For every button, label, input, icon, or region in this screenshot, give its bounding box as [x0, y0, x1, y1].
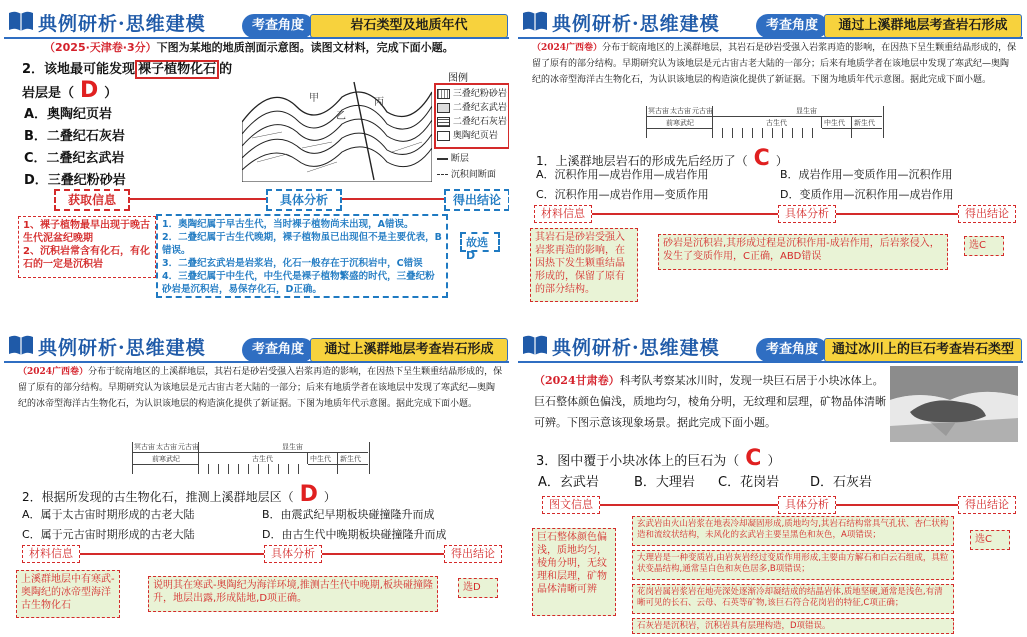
option-a[interactable]: A．奥陶纪页岩	[24, 107, 113, 122]
timeline-label: 古生代	[766, 119, 787, 127]
analysis-box: 1．奥陶纪属于早古生代，当时裸子植物尚未出现，A错误。 2．二叠纪属于古生代晚期，裸子植物虽已出现但不是主要优表，B错误。 3．二叠纪玄武岩是岩浆岩，化石一般存在于沉积岩中，C错误 4．三叠纪属于中生代，中生代是裸子植物繁盛的时代，三叠纪粉砂岩是沉积岩，易保存化石，D正确。	[156, 214, 448, 298]
step-label-info: 材料信息	[534, 205, 592, 223]
question-stem: 2．根据所发现的古生物化石，推测上溪群地层区（ D ）	[22, 482, 336, 507]
option-a[interactable]: A．沉积作用—成岩作用—成岩作用	[536, 168, 709, 181]
tag-badge: 考查角度	[242, 338, 314, 362]
conclusion-box: 故选D	[460, 232, 500, 252]
legend	[434, 69, 508, 187]
header-divider	[518, 361, 1023, 363]
book-logo-icon	[8, 334, 34, 356]
option-b[interactable]: B．二叠纪石灰岩	[24, 129, 125, 144]
timeline-chart	[132, 442, 368, 474]
answer-mark: D	[299, 482, 318, 507]
legend-item: 沉积间断面	[437, 167, 496, 180]
option-b[interactable]: B．由震武纪早期板块碰撞隆升而成	[262, 508, 435, 521]
option-c[interactable]: C．二叠纪玄武岩	[24, 151, 125, 166]
timeline-label: 冥古宙	[648, 107, 669, 115]
option-d[interactable]: D．由古生代中晚期板块碰撞隆升而成	[262, 528, 447, 541]
brand-title: 典例研析·思维建模	[552, 337, 720, 359]
legend-item: 二叠纪玄武岩	[437, 100, 507, 113]
legend-item: 二叠纪石灰岩	[437, 114, 507, 127]
topic-title: 通过上溪群地层考查岩石形成	[310, 338, 508, 362]
question-intro	[44, 39, 504, 56]
timeline-label: 太古宙	[156, 443, 177, 451]
conclusion-box: 选D	[458, 578, 498, 598]
option-b[interactable]: B．大理岩	[634, 475, 695, 490]
timeline-label: 新生代	[854, 119, 875, 127]
q-text: 该地最可能发现	[44, 62, 136, 77]
panel-2	[518, 6, 1023, 311]
brand-title: 典例研析·思维建模	[552, 13, 720, 35]
intro-text: 分布于皖南地区的上溪群地层，其岩石是砂岩受强入岩浆再造的影响，在因热下呈生颗重结晶形成的，保留了原有的部分结构。早期研究认为该地层是元古宙古老大陆的一部分；后来有地质学者在该地层中发现了寒武纪—奥陶纪的冰帝型海洋古生物化石，为认识该地层的构造演化提供了新证据。下图为地质年代示意图。据此完成下面小题。	[18, 367, 503, 409]
label-yi: 乙	[336, 111, 346, 122]
source-label: （2024广西卷）	[18, 367, 89, 377]
option-b[interactable]: B．成岩作用—变质作用—沉积作用	[780, 168, 953, 181]
option-a[interactable]: A．玄武岩	[538, 475, 599, 490]
panel-3	[4, 330, 509, 635]
source-label: （2024甘肃卷）	[534, 374, 620, 387]
timeline-label: 冥古宙	[134, 443, 155, 451]
conclusion-box: 选C	[970, 530, 1010, 550]
timeline-label: 元古宙	[692, 107, 713, 115]
panel-header	[518, 330, 1023, 362]
panel-1	[4, 6, 509, 311]
source-label: （2024广西卷）	[532, 43, 603, 53]
analysis-box: 说明其在寒武-奥陶纪为海洋环境,推测古生代中晚期,板块碰撞隆升，地层出露,形成陆地,D项正确。	[148, 576, 438, 612]
info-box: 1、裸子植物最早出现于晚古生代泥盆纪晚期 2、沉积岩常含有化石，有化石的一定是沉积岩	[18, 216, 156, 278]
timeline-label: 元古宙	[178, 443, 199, 451]
q-text: 岩层是（	[22, 86, 75, 101]
header-divider	[4, 361, 509, 363]
option-c[interactable]: C．沉积作用—成岩作用—变质作用	[536, 188, 709, 201]
glacier-boulder-photo	[890, 366, 1018, 442]
option-d[interactable]: D．变质作用—沉积作用—成岩作用	[780, 188, 954, 201]
tag-badge: 考查角度	[756, 338, 828, 362]
step-label-analysis: 具体分析	[264, 545, 322, 563]
step-label-conclusion: 得出结论	[958, 496, 1016, 514]
answer-mark: C	[753, 146, 770, 171]
panel-4	[518, 330, 1023, 635]
timeline-label: 太古宙	[670, 107, 691, 115]
label-bing: 丙	[374, 97, 384, 108]
panel-header	[4, 330, 509, 362]
panel-header	[518, 6, 1023, 38]
timeline-label: 显生宙	[282, 443, 303, 451]
question-stem: 1．上溪群地层岩石的形成先后经历了（ C ）	[536, 146, 788, 171]
info-box: 其岩石是砂岩受强入岩浆再造的影响，在因热下发生颗重结晶形成的，保留了原有的部分结构。	[530, 228, 638, 302]
info-box: 上溪群地层中有寒武-奥陶纪的冰帝型海洋古生物化石	[16, 570, 120, 618]
flow-arrow	[568, 213, 968, 215]
timeline-label: 新生代	[340, 455, 361, 463]
analysis-item: 石灰岩是沉积岩，沉积岩具有层理构造，D项错误。	[632, 618, 954, 634]
timeline-chart	[646, 106, 882, 138]
step-label-conclusion: 得出结论	[958, 205, 1016, 223]
option-c[interactable]: C．花岗岩	[718, 475, 780, 490]
legend-item: 奥陶纪页岩	[437, 128, 498, 141]
step-label-analysis: 具体分析	[778, 205, 836, 223]
flow-arrow	[568, 504, 968, 506]
legend-item: 断层	[437, 151, 469, 164]
brand-title: 典例研析·思维建模	[38, 13, 206, 35]
conclusion-box: 选C	[964, 236, 1004, 256]
legend-title: 图例	[448, 73, 468, 84]
book-logo-icon	[8, 10, 34, 32]
geologic-section-diagram	[242, 62, 432, 182]
analysis-item: 玄武岩由火山岩浆在地表冷却凝固形成,质地均匀,其岩石结构常具气孔状、杏仁状构造和流纹状结构，未风化的玄武岩主要呈黑色和灰色，A项错误；	[632, 516, 954, 546]
timeline-label: 前寒武纪	[152, 455, 180, 463]
question-intro	[18, 364, 503, 412]
answer-mark: C	[745, 446, 762, 471]
question-stem: 3．图中覆于小块冰体上的巨石为（ C ）	[536, 446, 781, 471]
legend-item: 三叠纪粉砂岩	[437, 86, 507, 99]
analysis-item: 大理岩是一种变质岩,由岩灰岩经过变质作用形成,主要由方解石和白云石组成，具粒状变晶结构,通常呈白色和灰色居多,B项错误；	[632, 550, 954, 580]
flow-arrow	[54, 553, 454, 555]
timeline-label: 古生代	[252, 455, 273, 463]
tag-badge: 考查角度	[242, 14, 314, 38]
option-d[interactable]: D．三叠纪粉砂岩	[24, 173, 126, 188]
topic-title: 岩石类型及地质年代	[310, 14, 508, 38]
step-label-conclusion: 得出结论	[444, 189, 509, 211]
option-d[interactable]: D．石灰岩	[810, 475, 873, 490]
option-a[interactable]: A．属于太古宙时期形成的古老大陆	[22, 508, 195, 521]
q-text: 的	[219, 62, 233, 77]
analysis-box: 砂岩是沉积岩,其形成过程是沉积作用-成岩作用，后岩浆侵入，发生了变质作用，C正确，ABD错误	[658, 234, 948, 270]
timeline-label: 显生宙	[796, 107, 817, 115]
label-jia: 甲	[309, 93, 319, 104]
step-label-info: 获取信息	[54, 189, 130, 211]
step-label-conclusion: 得出结论	[444, 545, 502, 563]
q-number: 2．	[22, 62, 45, 77]
analysis-item: 花岗岩属岩浆岩在地壳深处逐渐冷却凝结成的结晶岩体,质地坚硬,通常是浅色,有清晰可见的长石、云母、石英等矿物,该巨石符合花岗岩的特征,C项正确；	[632, 584, 954, 614]
highlight-box: 裸子植物化石	[135, 60, 219, 79]
step-label-analysis: 具体分析	[266, 189, 342, 211]
timeline-label: 中生代	[824, 119, 845, 127]
info-box: 巨石整体颜色偏浅，质地均匀，棱角分明，无纹理和层理，矿物晶体清晰可辨	[532, 528, 616, 616]
topic-title: 通过上溪群地层考查岩石形成	[824, 14, 1022, 38]
answer-mark: D	[80, 78, 99, 103]
brand-title: 典例研析·思维建模	[38, 337, 206, 359]
source-label: （2025·天津卷·3分）	[44, 41, 157, 54]
header-divider	[518, 37, 1023, 39]
tag-badge: 考查角度	[756, 14, 828, 38]
intro-text: 分布于皖南地区的上溪群地层，其岩石是砂岩受强入岩浆再造的影响，在因热下呈生颗重结晶形成的，保留了原有的部分结构。早期研究认为该地层是元古宙古老大陆的一部分；后来有地质学者在该地层中发现了寒武纪—奥陶纪的冰帝型海洋古生物化石，为认识该地层的构造演化提供了新证据。下图为地质年代示意图。据此完成下面小题。	[532, 43, 1017, 85]
question-intro	[532, 40, 1017, 88]
intro-text: 科考队考察某冰川时，发现一块巨石居于小块冰体上。巨石整体颜色偏浅，质地均匀，棱角分明，无纹理和层理，矿物晶体清晰可辨。下图示意该现象场景。据此完成下面小题。	[534, 374, 886, 429]
panel-header	[4, 6, 509, 38]
step-label-info: 图文信息	[542, 496, 600, 514]
step-label-info: 材料信息	[22, 545, 80, 563]
book-logo-icon	[522, 10, 548, 32]
book-logo-icon	[522, 334, 548, 356]
step-label-analysis: 具体分析	[778, 496, 836, 514]
option-c[interactable]: C．属于元古宙时期形成的古老大陆	[22, 528, 195, 541]
question-intro	[534, 370, 886, 433]
q-text: ）	[104, 86, 118, 101]
question-stem	[22, 58, 232, 77]
question-stem-2	[22, 78, 117, 103]
topic-title: 通过冰川上的巨石考查岩石类型	[824, 338, 1022, 362]
timeline-label: 前寒武纪	[666, 119, 694, 127]
intro-text: 下图为某地的地质剖面示意图。读图文材料，完成下面小题。	[156, 41, 454, 54]
timeline-label: 中生代	[310, 455, 331, 463]
